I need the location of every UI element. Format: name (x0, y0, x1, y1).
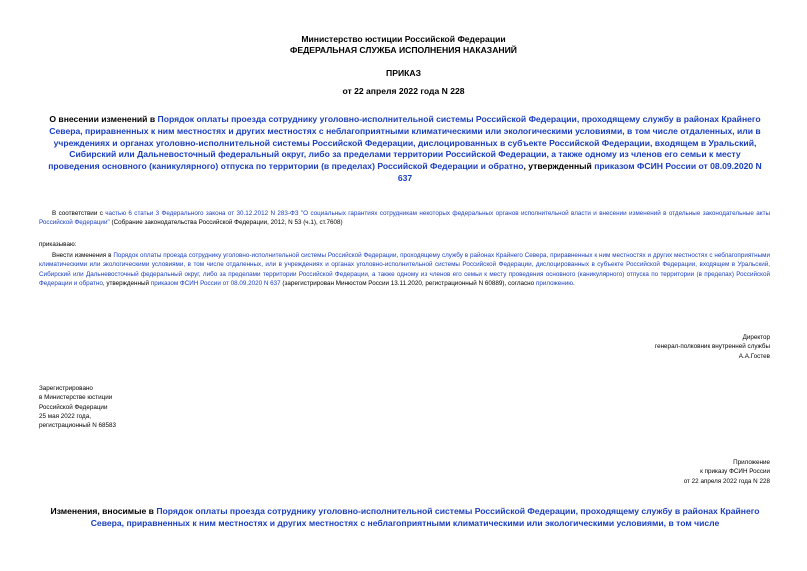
appendix-link[interactable]: приложению (535, 279, 573, 287)
paragraph-changes (39, 251, 770, 288)
ministry-name: Министерство юстиции Российской Федерации (301, 34, 506, 44)
appendix-block (684, 458, 770, 486)
procedure-link[interactable]: Порядок оплаты проезда сотруднику уголовно-исполнительной системы Российской Федерации, проходящему службу в районах Крайнего Севера, приравненных к ним местностях и других местностях с неблагоприятными климатическими или экологическими условиями, в том числе отдаленных, или в учреждениях и органах уголовно-исполнительной системы Российской Федерации, дислоцированных в субъекте Российской Федерации, входящем в Уральский, Сибирский или Дальневосточный федеральный округ, либо за пределами территории Российской Федерации, а также одному из членов его семьи к месту проведения основного (каникулярного) отпуска по территории (в пределах) Российской Федерации и обратно (39, 252, 770, 287)
signature-name: А.А.Гостев (738, 352, 770, 360)
title-middle: , утвержденный (523, 161, 595, 172)
order-title (44, 114, 766, 185)
doc-type: ПРИКАЗ (386, 68, 421, 78)
doc-date-number: от 22 апреля 2022 года N 228 (342, 86, 465, 96)
paragraph-basis (39, 209, 770, 228)
fsin-order-link[interactable]: приказом ФСИН России от 08.09.2020 N 637 (150, 279, 281, 287)
header-block (0, 34, 807, 56)
changes-middle2: (зарегистрирован Минюстом России 13.11.2020, регистрационный N 60889), согласно (280, 279, 536, 287)
registration-line5: регистрационный N 68583 (39, 422, 117, 430)
title-prefix: О внесении изменений в (49, 114, 158, 124)
changes-middle: , утвержденный (102, 279, 151, 287)
registration-line1: Зарегистрировано (39, 385, 93, 392)
changes-title-link[interactable]: Порядок оплаты проезда сотруднику уголовно-исполнительной системы Российской Федерации, проходящему службу в районах Крайнего Севера, приравненных к ним местностях и других местностях с неблагоприятными климатическими или экологическими условиями, в том числе (90, 506, 760, 528)
signature-rank: генерал-полковник внутренней службы (654, 343, 770, 351)
signature-position: Директор (742, 334, 770, 341)
title-procedure-link[interactable]: Порядок оплаты проезда сотруднику уголовно-исполнительной системы Российской Федерации, проходящему службу в районах Крайнего Севера, приравненных к ним местностях и других местностях с неблагоприятными климатическими или экологическими условиями, в том числе отдаленных, или в учреждениях и органах уголовно-исполнительной системы Российской Федерации, дислоцированных в субъекте Российской Федерации, входящем в Уральский, Сибирский или Дальневосточный федеральный округ, либо за пределами территории Российской Федерации, а также одному из членов его семьи к месту проведения основного (каникулярного) отпуска по территории (в пределах) Российской Федерации и обратно (48, 114, 761, 172)
appendix-line3: от 22 апреля 2022 года N 228 (683, 477, 770, 485)
service-name: ФЕДЕРАЛЬНАЯ СЛУЖБА ИСПОЛНЕНИЯ НАКАЗАНИЙ (290, 45, 517, 55)
federal-law-link[interactable]: частью 6 статьи 3 Федерального закона от 30.12.2012 N 283-ФЗ "О социальных гарантиях сотрудникам некоторых федеральных органов исполнительной власти и внесении изменений в отдельные законодательные акты Российской Федерации" (39, 210, 770, 227)
changes-title (44, 506, 766, 530)
title-order-link[interactable]: приказом ФСИН России от 08.09.2020 N 637 (397, 161, 762, 183)
basis-suffix: (Собрание законодательства Российской Федерации, 2012, N 53 (ч.1), ст.7608) (109, 219, 343, 227)
order-word: приказываю: (39, 241, 77, 248)
changes-prefix: Внести изменения в (52, 252, 114, 259)
changes-title-prefix: Изменения, вносимые в (50, 506, 157, 516)
changes-end: . (572, 279, 575, 287)
registration-line3: Российской Федерации (39, 403, 108, 411)
registration-line2: в Министерстве юстиции (39, 394, 113, 402)
signature-block (655, 333, 770, 361)
registration-block (39, 384, 116, 430)
registration-line4: 25 мая 2022 года, (39, 412, 91, 420)
appendix-line2: к приказу ФСИН России (700, 468, 770, 476)
appendix-line1: Приложение (733, 459, 770, 466)
basis-prefix: В соответствии с (52, 210, 106, 217)
